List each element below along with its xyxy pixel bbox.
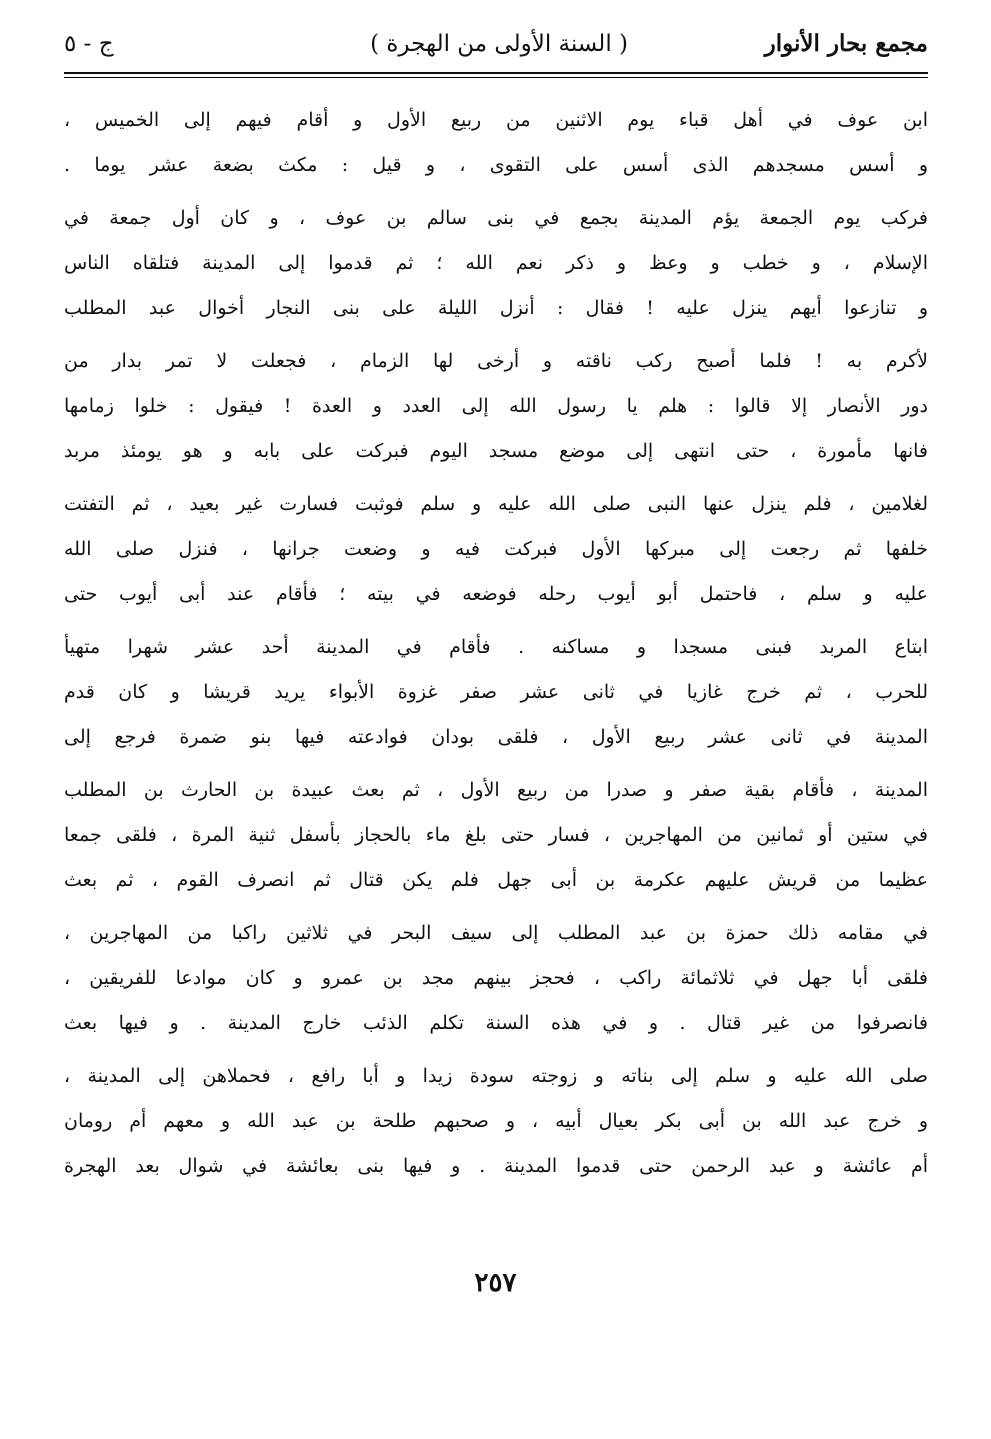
text-line: المدينة ، فأقام بقية صفر و صدرا من ربيع الأول ، ثم بعث عبيدة بن الحارث بن المطلب (64, 779, 928, 801)
text-line: و تنازعوا أيهم ينزل عليه ! فقال : أنزل الليلة على بنى النجار أخوال عبد المطلب (64, 297, 928, 319)
header-rule-thin (64, 77, 928, 78)
text-line: فركب يوم الجمعة يؤم المدينة بجمع في بنى سالم بن عوف ، و كان أول جمعة في (64, 207, 928, 229)
text-line: لأكرم به ! فلما أصبح ركب ناقته و أرخى لها الزمام ، فجعلت لا تمر بدار من (64, 350, 928, 372)
text-line: و خرج عبد الله بن أبى بكر بعيال أبيه ، و صحبهم طلحة بن عبد الله و معهم أم رومان (64, 1110, 928, 1132)
text-line: فانها مأمورة ، حتى انتهى إلى موضع مسجد اليوم فبركت على بابه و هو يومئذ مربد (64, 440, 928, 462)
book-title: مجمع بحار الأنوار (764, 30, 928, 57)
text-line: لغلامين ، فلم ينزل عنها النبى صلى الله عليه و سلم فوثبت فسارت غير بعيد ، ثم التفتت (64, 493, 928, 515)
volume-number: ج - ٥ (64, 31, 114, 57)
header-rule-thick (64, 72, 928, 74)
text-line: في مقامه ذلك حمزة بن عبد المطلب إلى سيف البحر في ثلاثين راكبا من المهاجرين ، (64, 922, 928, 944)
text-line: عليه و سلم ، فاحتمل أبو أيوب رحله فوضعه في بيته ؛ فأقام عند أبى أيوب حتى (64, 583, 928, 605)
text-line: دور الأنصار إلا قالوا : هلم يا رسول الله إلى العدد و العدة ! فيقول : خلوا زمامها (64, 395, 928, 417)
text-line: للحرب ، ثم خرج غازيا في ثانى عشر صفر غزوة الأبواء يريد قريشا و كان قدم (64, 681, 928, 703)
text-line: عظيما من قريش عليهم عكرمة بن أبى جهل فلم يكن قتال ثم انصرف القوم ، ثم بعث (64, 869, 928, 891)
text-line: في ستين أو ثمانين من المهاجرين ، فسار حتى بلغ ماء بالحجاز بأسفل ثنية المرة ، فلقى جمعا (64, 824, 928, 846)
page-number: ٢٥٧ (474, 1268, 517, 1298)
text-line: خلفها ثم رجعت إلى مبركها الأول فبركت فيه و وضعت جرانها ، فنزل صلى الله (64, 538, 928, 560)
text-line: فانصرفوا من غير قتال . و في هذه السنة تكلم الذئب خارج المدينة . و فيها بعث (64, 1012, 928, 1034)
text-line: صلى الله عليه و سلم إلى بناته و زوجته سودة زيدا و أبا رافع ، فحملاهن إلى المدينة ، (64, 1065, 928, 1087)
text-line: المدينة في ثانى عشر ربيع الأول ، فلقى بودان فوادعته فيها بنو ضمرة فرجع إلى (64, 726, 928, 748)
body-text (64, 98, 928, 1189)
running-header (64, 22, 928, 62)
text-line: ابن عوف في أهل قباء يوم الاثنين من ربيع الأول و أقام فيهم إلى الخميس ، (64, 109, 928, 131)
text-line: فلقى أبا جهل في ثلاثمائة راكب ، فحجز بينهم مجد بن عمرو و كان موادعا للفريقين ، (64, 967, 928, 989)
section-title: ( السنة الأولى من الهجرة ) (370, 31, 628, 57)
text-line: ابتاع المربد فبنى مسجدا و مساكنه . فأقام في المدينة أحد عشر شهرا متهيأ (64, 636, 928, 658)
text-line: الإسلام ، و خطب و وعظ و ذكر نعم الله ؛ ثم قدموا إلى المدينة فتلقاه الناس (64, 252, 928, 274)
text-line: أم عائشة و عبد الرحمن حتى قدموا المدينة . و فيها بنى بعائشة في شوال بعد الهجرة (64, 1155, 928, 1177)
text-line: و أسس مسجدهم الذى أسس على التقوى ، و قيل : مكث بضعة عشر يوما . (64, 154, 928, 176)
